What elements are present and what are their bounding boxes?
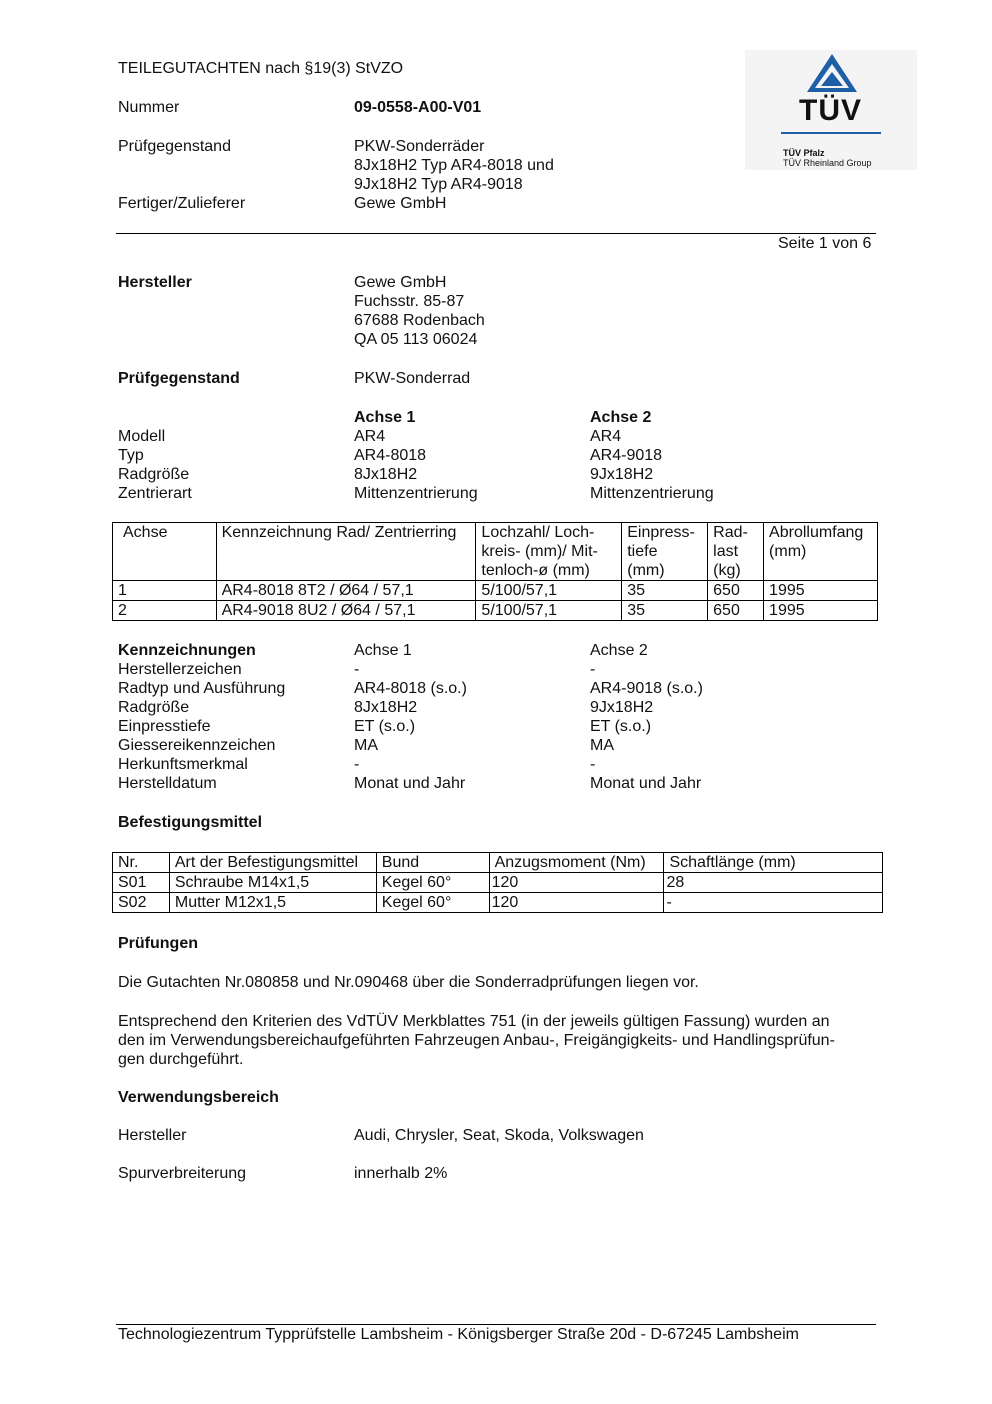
pruefgegenstand-line-3: 9Jx18H2 Typ AR4-9018 — [354, 176, 523, 193]
kenn-label: Herstellerzeichen — [118, 661, 242, 678]
table-header-cell: Anzugsmoment (Nm) — [489, 853, 664, 873]
table-row — [113, 601, 878, 621]
pruefgegenstand-label: Prüfgegenstand — [118, 138, 231, 155]
table-cell: - — [664, 893, 883, 913]
table-header-row — [113, 853, 883, 873]
tuev-logo — [745, 50, 917, 170]
table-cell: 1 — [113, 581, 217, 601]
spec-a1: AR4 — [354, 428, 386, 445]
hersteller-line-1: Gewe GmbH — [354, 274, 447, 291]
spec-a2: AR4-9018 — [590, 447, 663, 464]
table-header-cell: Schaftlänge (mm) — [664, 853, 883, 873]
befestigung-table — [112, 852, 883, 913]
kennzeichnungen-heading: Kennzeichnungen — [118, 642, 256, 659]
table-header-cell: Bund — [376, 853, 489, 873]
pruefungen-paragraph-2-line-2: den im Verwendungsbereichaufgeführten Fahrzeugen Anbau-, Freigängigkeits- und Handlingsprüfun- — [118, 1032, 835, 1049]
logo-brand: TÜV — [799, 94, 862, 127]
page-info: Seite 1 von 6 — [778, 235, 872, 252]
kenn-a2: AR4-9018 (s.o.) — [590, 680, 703, 697]
kenn-a2: Monat und Jahr — [590, 775, 702, 792]
kenn-label: Herkunftsmerkmal — [118, 756, 248, 773]
pruefgegenstand2-heading: Prüfgegenstand — [118, 370, 240, 387]
table-cell: 35 — [622, 581, 708, 601]
table-row — [113, 873, 883, 893]
kenn-achse2-header: Achse 2 — [590, 642, 648, 659]
table-header-cell: Kennzeichnung Rad/ Zentrierring — [216, 523, 476, 581]
pruefgegenstand-line-1: PKW-Sonderräder — [354, 138, 485, 155]
nummer-value: 09-0558-A00-V01 — [354, 99, 482, 116]
kenn-a1: - — [354, 661, 360, 678]
kenn-a2: 9Jx18H2 — [590, 699, 654, 716]
hersteller-line-4: QA 05 113 06024 — [354, 331, 478, 348]
fertiger-value: Gewe GmbH — [354, 195, 447, 212]
table-cell: AR4-8018 8T2 / Ø64 / 57,1 — [216, 581, 476, 601]
kenn-label: Radtyp und Ausführung — [118, 680, 286, 697]
kenn-label: Radgröße — [118, 699, 190, 716]
table-cell: 5/100/57,1 — [476, 581, 622, 601]
logo-line-1: TÜV Pfalz — [783, 148, 825, 158]
befestigung-heading: Befestigungsmittel — [118, 814, 263, 831]
document-title: TEILEGUTACHTEN nach §19(3) StVZO — [118, 60, 404, 77]
verwendung-hersteller-value: Audi, Chrysler, Seat, Skoda, Volkswagen — [354, 1127, 644, 1144]
fertiger-label: Fertiger/Zulieferer — [118, 195, 246, 212]
table-header-cell: Einpress- tiefe (mm) — [622, 523, 708, 581]
specs-achse2-header: Achse 2 — [590, 409, 652, 426]
kenn-a1: AR4-8018 (s.o.) — [354, 680, 467, 697]
verwendung-hersteller-label: Hersteller — [118, 1127, 187, 1144]
table-header-cell: Abrollumfang (mm) — [764, 523, 878, 581]
table-cell: 35 — [622, 601, 708, 621]
spec-a2: Mittenzentrierung — [590, 485, 714, 502]
table-cell: 120 — [489, 873, 664, 893]
table-cell: 650 — [708, 581, 764, 601]
kenn-a1: 8Jx18H2 — [354, 699, 418, 716]
kenn-a1: Monat und Jahr — [354, 775, 466, 792]
table-header-cell: Nr. — [113, 853, 170, 873]
kenn-a2: - — [590, 756, 596, 773]
spec-label: Modell — [118, 428, 166, 445]
spec-a2: AR4 — [590, 428, 622, 445]
hersteller-line-3: 67688 Rodenbach — [354, 312, 485, 329]
logo-line-2: TÜV Rheinland Group — [783, 158, 872, 168]
hersteller-line-2: Fuchsstr. 85-87 — [354, 293, 465, 310]
spec-a2: 9Jx18H2 — [590, 466, 654, 483]
verwendung-heading: Verwendungsbereich — [118, 1089, 279, 1106]
kenn-label: Einpresstiefe — [118, 718, 211, 735]
table-cell: 2 — [113, 601, 217, 621]
hersteller-heading: Hersteller — [118, 274, 192, 291]
kenn-label: Herstelldatum — [118, 775, 217, 792]
table-cell: 28 — [664, 873, 883, 893]
pruefungen-paragraph-2-line-1: Entsprechend den Kriterien des VdTÜV Merkblattes 751 (in der jeweils gültigen Fassung) wurden an — [118, 1013, 830, 1030]
footer-text: Technologiezentrum Typprüfstelle Lambsheim - Königsberger Straße 20d - D-67245 Lambsheim — [118, 1326, 799, 1343]
table-cell: 120 — [489, 893, 664, 913]
table-cell: S02 — [113, 893, 170, 913]
pruefungen-paragraph-2-line-3: gen durchgeführt. — [118, 1051, 244, 1068]
wheel-table — [112, 522, 878, 621]
kenn-a1: MA — [354, 737, 378, 754]
verwendung-spur-label: Spurverbreiterung — [118, 1165, 247, 1182]
table-cell: Kegel 60° — [376, 873, 489, 893]
kenn-a1: ET (s.o.) — [354, 718, 416, 735]
pruefungen-paragraph-1: Die Gutachten Nr.080858 und Nr.090468 über die Sonderradprüfungen liegen vor. — [118, 974, 699, 991]
table-cell: Mutter M12x1,5 — [169, 893, 376, 913]
table-row — [113, 581, 878, 601]
table-header-row — [113, 523, 878, 581]
kenn-a2: - — [590, 661, 596, 678]
spec-label: Typ — [118, 447, 144, 464]
table-cell: 650 — [708, 601, 764, 621]
kenn-a1: - — [354, 756, 360, 773]
kenn-a2: MA — [590, 737, 614, 754]
specs-achse1-header: Achse 1 — [354, 409, 416, 426]
table-cell: 1995 — [764, 601, 878, 621]
spec-label: Zentrierart — [118, 485, 192, 502]
table-cell: Kegel 60° — [376, 893, 489, 913]
pruefungen-heading: Prüfungen — [118, 935, 198, 952]
table-header-cell: Rad- last (kg) — [708, 523, 764, 581]
table-cell: 1995 — [764, 581, 878, 601]
spec-a1: 8Jx18H2 — [354, 466, 418, 483]
verwendung-spur-value: innerhalb 2% — [354, 1165, 448, 1182]
table-cell: AR4-9018 8U2 / Ø64 / 57,1 — [216, 601, 476, 621]
table-row — [113, 893, 883, 913]
table-header-cell: Art der Befestigungsmittel — [169, 853, 376, 873]
table-header-cell: Achse — [113, 523, 217, 581]
pruefgegenstand2-value: PKW-Sonderrad — [354, 370, 471, 387]
pruefgegenstand-line-2: 8Jx18H2 Typ AR4-8018 und — [354, 157, 554, 174]
table-cell: S01 — [113, 873, 170, 893]
spec-a1: Mittenzentrierung — [354, 485, 478, 502]
spec-label: Radgröße — [118, 466, 190, 483]
table-cell: 5/100/57,1 — [476, 601, 622, 621]
kenn-a2: ET (s.o.) — [590, 718, 652, 735]
table-header-cell: Lochzahl/ Loch- kreis- (mm)/ Mit- tenloch-ø (mm) — [476, 523, 622, 581]
header-divider — [116, 233, 876, 234]
kenn-achse1-header: Achse 1 — [354, 642, 412, 659]
kenn-label: Giessereikennzeichen — [118, 737, 276, 754]
nummer-label: Nummer — [118, 99, 180, 116]
spec-a1: AR4-8018 — [354, 447, 427, 464]
table-cell: Schraube M14x1,5 — [169, 873, 376, 893]
